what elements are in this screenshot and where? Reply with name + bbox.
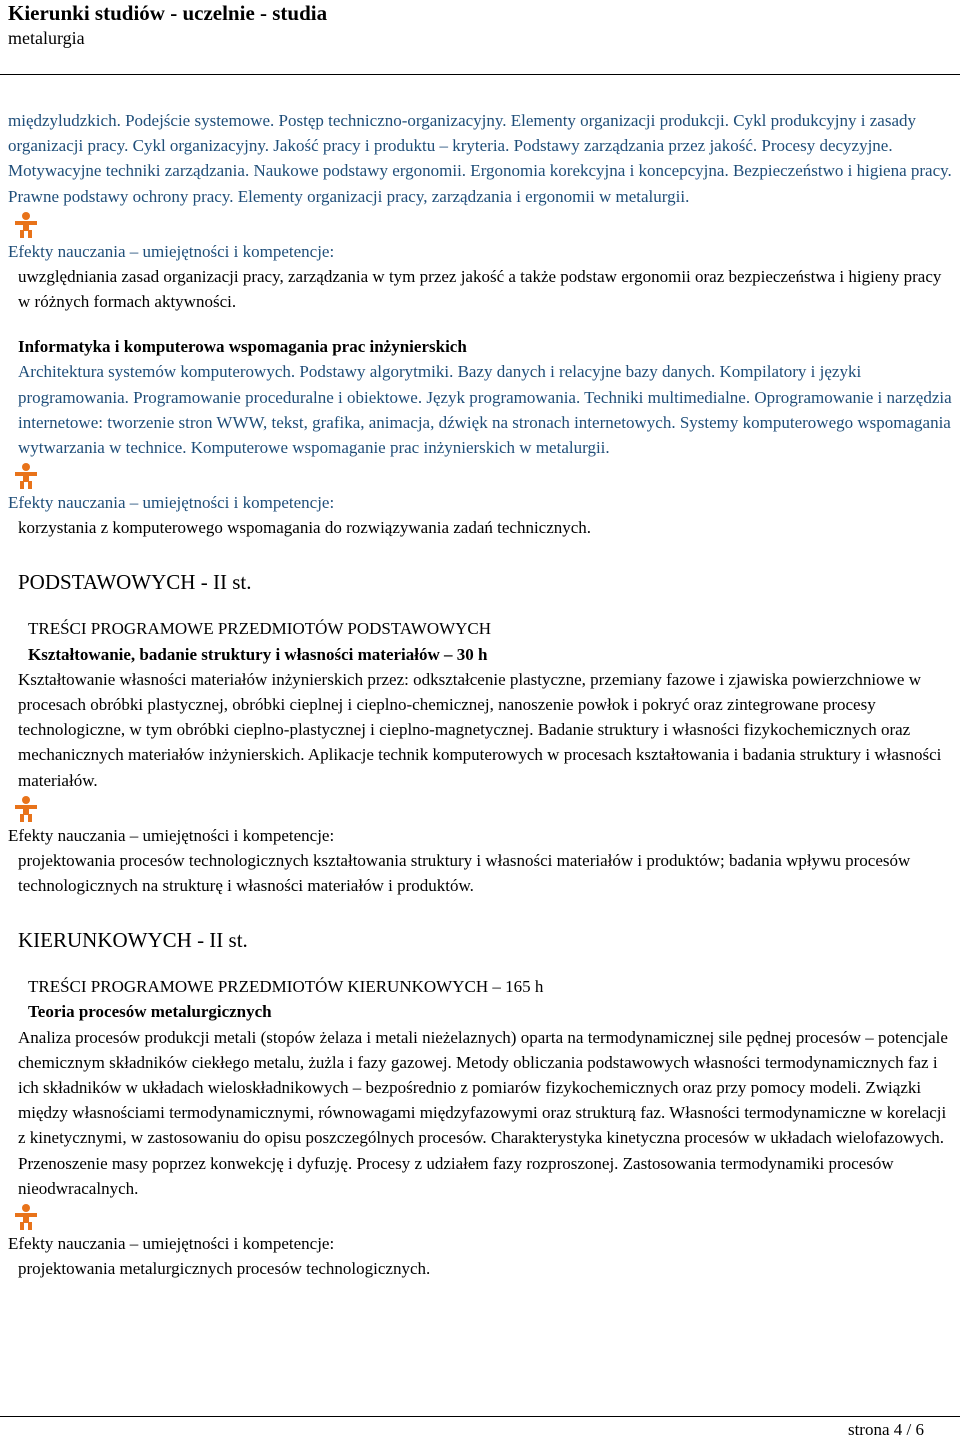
header-subtitle: metalurgia (8, 28, 85, 48)
block2-description: Architektura systemów komputerowych. Podstawy algorytmiki. Bazy danych i relacyjne bazy danych. Kompilatory i języki programowania. Programowanie proceduralne i obiektowe. Język programowania. Techniki multimedialne. Oprogramowanie i narzędzia internetowe: tworzenie stron WWW, tekst, grafika, animacja, dźwięk na stronach internetowych. Systemy komputerowego wspomagania wytwarzania w technice. Komputerowe wspomaganie prac inżynierskich w metalurgii. (18, 362, 952, 458)
section1-subject-heading: Kształtowanie, badanie struktury i własności materiałów – 30 h (28, 644, 488, 664)
section2-subject-heading: Teoria procesów metalurgicznych (28, 1002, 272, 1022)
page-header (8, 0, 952, 50)
block1-efekty-label: Efekty nauczania – umiejętności i kompetencje: (8, 241, 335, 261)
figure-icon (12, 795, 40, 823)
block1-efekty-text: uwzględniania zasad organizacji pracy, zarządzania w tym przez jakość a także podstaw ergonomii oraz bezpieczeństwa i higieny pracy w różnych formach aktywności. (18, 266, 942, 312)
section2-efekty-text: projektowania metalurgicznych procesów technologicznych. (18, 1259, 431, 1279)
header-title: Kierunki studiów - uczelnie - studia (8, 1, 328, 25)
section1-icon-row (8, 793, 952, 823)
block2-heading: Informatyka i komputerowa wspomagania prac inżynierskich (18, 337, 467, 357)
figure-icon (12, 1203, 40, 1231)
section2-text: Analiza procesów produkcji metali (stopów żelaza i metali nieżelaznych) oparta na termodynamicznej sile pędnej procesów – potencjale chemicznym składników ciekłego metalu, żużla i fazy gazowej. Metody obliczania podstawowych własności termodynamicznych faz i ich składników w układach wieloskładnikowych – bezpośrednio z pomiarów fizykochemicznych oraz przy pomocy modeli. Związki między własnościami termodynamicznymi, równowagami międzyfazowymi oraz strukturą faz. Własności termodynamiczne w korelacji z kinetycznymi, w zastosowaniu do opisu poszczególnych procesów. Charakterystyka kinetyczna procesów w układach wielofazowych. Przenoszenie masy poprzez konwekcję i dyfuzję. Procesy z udziałem fazy rozproszonej. Zastosowania termodynamiki procesów nieodwracalnych. (18, 1027, 948, 1198)
section1-title: PODSTAWOWYCH - II st. (18, 570, 252, 595)
header-divider (0, 74, 960, 75)
section2-efekty-label: Efekty nauczania – umiejętności i kompetencje: (8, 1234, 335, 1254)
page-content (8, 108, 952, 1281)
footer-divider (0, 1416, 960, 1417)
figure-icon (12, 462, 40, 490)
section1-text: Kształtowanie własności materiałów inżynierskich przez: odkształcenie plastyczne, przemiany fazowe i zjawiska powierzchniowe w procesach obróbki plastycznej, obróbki cieplnej i cieplno-chemicznej, nanoszenie powłok i pokryć oraz zintegrowane procesy technologiczne, w tym obróbki cieplno-plastycznej i cieplno-magnetycznej. Badanie struktury i własności fizykochemicznych oraz mechanicznych materiałów inżynierskich. Aplikacje technik komputerowych w procesach kształtowania i badania struktury i własności materiałów. (18, 669, 942, 790)
page-number: strona 4 / 6 (847, 1420, 924, 1439)
block2-efekty-text: korzystania z komputerowego wspomagania do rozwiązywania zadań technicznych. (18, 518, 592, 538)
section1-efekty-label: Efekty nauczania – umiejętności i kompetencje: (8, 825, 335, 845)
block2-icon-row (8, 460, 952, 490)
section2-program-title: TREŚCI PROGRAMOWE PRZEDMIOTÓW KIERUNKOWYCH – 165 h (28, 977, 544, 997)
figure-icon (12, 211, 40, 239)
section2-icon-row (8, 1201, 952, 1231)
section1-program-title: TREŚCI PROGRAMOWE PRZEDMIOTÓW PODSTAWOWYCH (28, 619, 492, 639)
section1-efekty-text: projektowania procesów technologicznych kształtowania struktury i własności materiałów i produktów; badania wpływu procesów technologicznych na strukturę i własności materiałów i produktów. (18, 850, 911, 896)
block1-icon-row (8, 209, 952, 239)
block2-efekty-label: Efekty nauczania – umiejętności i kompetencje: (8, 493, 335, 513)
block1-description: międzyludzkich. Podejście systemowe. Postęp techniczno-organizacyjny. Elementy organizacji produkcji. Cykl produkcyjny i zasady organizacji pracy. Cykl organizacyjny. Jakość pracy i produktu – kryteria. Podstawy zarządzania przez jakość. Procesy decyzyjne. Motywacyjne techniki zarządzania. Naukowe podstawy ergonomii. Ergonomia korekcyjna i koncepcyjna. Bezpieczeństwo i higiena pracy. Prawne podstawy ochrony pracy. Elementy organizacji pracy, zarządzania i ergonomii w metalurgii. (8, 111, 952, 206)
section2-title: KIERUNKOWYCH - II st. (18, 928, 248, 953)
